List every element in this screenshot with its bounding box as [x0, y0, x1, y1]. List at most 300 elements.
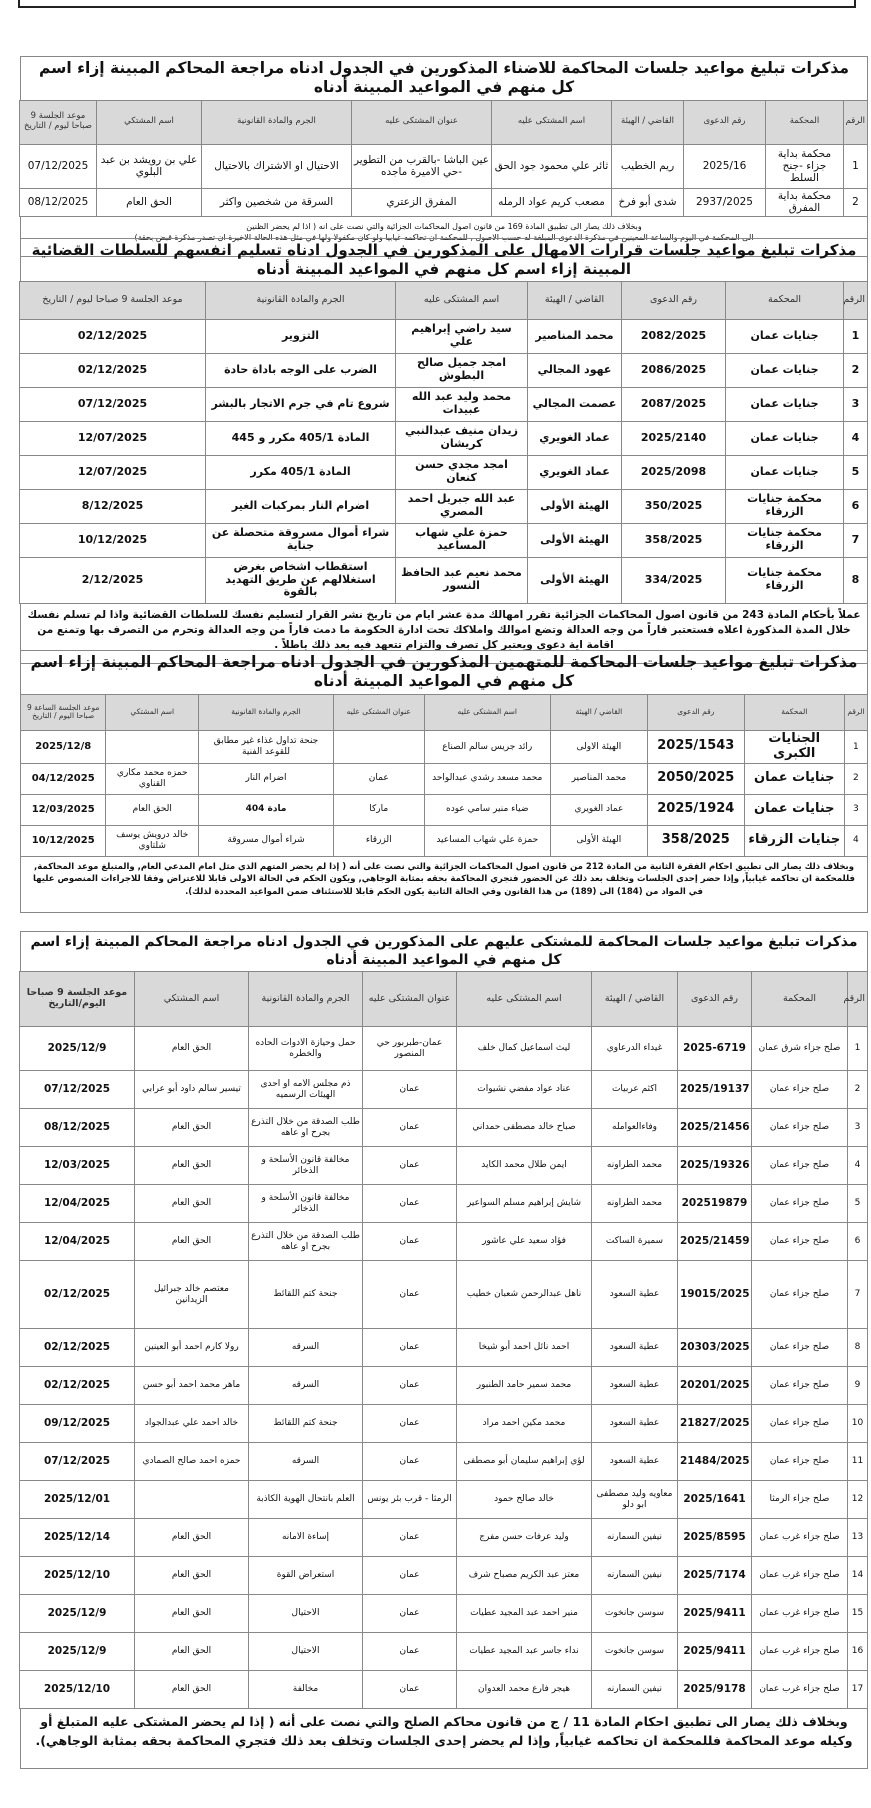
- cell: 13: [848, 1519, 868, 1557]
- col-header: اسم المشتكى عليه: [457, 972, 592, 1027]
- cell: ضياء منير سامي عوده: [424, 794, 550, 825]
- table-row: [20, 1557, 868, 1595]
- cell: نيفين السمارنه: [592, 1519, 678, 1557]
- cell: صلح جزاء عمان: [752, 1109, 848, 1147]
- cell: سيد راضي إبراهيم علي: [396, 319, 528, 353]
- col-header: الجرم والمادة القانونية: [202, 100, 352, 144]
- cell: 350/2025: [622, 489, 726, 523]
- col-header: رقم الدعوى: [647, 694, 744, 730]
- cell: 21827/2025: [678, 1405, 752, 1443]
- cell: الحق العام: [97, 188, 202, 216]
- cell: إساءة الامانه: [249, 1519, 363, 1557]
- cell: 17: [848, 1671, 868, 1709]
- col-header: الرقم: [848, 972, 868, 1027]
- cell: نيفين السمارنه: [592, 1671, 678, 1709]
- cell: [106, 730, 199, 763]
- cell: رائد جريس سالم الصناع: [424, 730, 550, 763]
- cell: 12/07/2025: [20, 455, 206, 489]
- cell: الضرب على الوجه باداة حادة: [206, 353, 396, 387]
- cell: عماد الغويري: [550, 794, 647, 825]
- cell: 7: [848, 1261, 868, 1329]
- col-header: اسم المشتكى عليه: [492, 100, 612, 144]
- cell: الحق العام: [135, 1671, 249, 1709]
- cell: شايش إبراهيم مسلم السواعير: [457, 1185, 592, 1223]
- cell: عماد الغويري: [528, 421, 622, 455]
- cell: منير احمد عبد المجيد عطيات: [457, 1595, 592, 1633]
- cell: رولا كارم احمد أبو العينين: [135, 1329, 249, 1367]
- table-row: [20, 353, 868, 387]
- cell: ماهر محمد احمد أبو حسن: [135, 1367, 249, 1405]
- cell: 2: [844, 188, 868, 216]
- note-line: الى المحكمة في اليوم والساعة المعينين في مذكرة الدعوى المبلغة له حسب الاصول , للمحكمة ان تحاكمه غيابيا ولو كان مكفولا ولها في مثل هذه الحالة الاخيرة ان تصدر مذكرة قبض بحقة): [134, 233, 754, 243]
- cell: السرقه: [249, 1329, 363, 1367]
- cell: المادة 405/1 مكرر: [206, 455, 396, 489]
- cell: 12/03/2025: [21, 794, 106, 825]
- table-row: [20, 144, 868, 188]
- cell: السرقه: [249, 1443, 363, 1481]
- cell: معتز عبد الكريم مصباح شرف: [457, 1557, 592, 1595]
- cell: 2025/12/10: [20, 1557, 135, 1595]
- cell: اكثم عربيات: [592, 1071, 678, 1109]
- cell: 02/12/2025: [20, 353, 206, 387]
- cell: 2025/9411: [678, 1595, 752, 1633]
- cell: 8/12/2025: [20, 489, 206, 523]
- cell: محكمة بداية جزاء -جنح السلط: [766, 144, 844, 188]
- cell: 2087/2025: [622, 387, 726, 421]
- cell: 02/12/2025: [20, 1367, 135, 1405]
- cell: عمان: [363, 1443, 457, 1481]
- cell: صلح جزاء شرق عمان: [752, 1027, 848, 1071]
- cell: عمان: [363, 1329, 457, 1367]
- cell: 2025/19137: [678, 1071, 752, 1109]
- cell: 02/12/2025: [20, 1261, 135, 1329]
- cell: الهيئة الأولى: [528, 557, 622, 603]
- note-line: وبخلاف ذلك يصار الى تطبيق المادة 169 من قانون اصول المحاكمات الجزائية والتي نصت على انه ( اذا لم يحضر الظنين: [246, 221, 642, 231]
- cell: الحق العام: [135, 1147, 249, 1185]
- cell: الرمثا - قرب بئر يونس: [363, 1481, 457, 1519]
- table-row: [20, 1185, 868, 1223]
- table-row: [20, 1027, 868, 1071]
- table-row: [20, 1633, 868, 1671]
- col-header: الرقم: [844, 100, 868, 144]
- cell: 2025-6719: [678, 1027, 752, 1071]
- cell: ايمن طلال محمد الكايد: [457, 1147, 592, 1185]
- cell: 10/12/2025: [20, 523, 206, 557]
- cell: شروع تام في جرم الاتجار بالبشر: [206, 387, 396, 421]
- cell: عمان: [363, 1109, 457, 1147]
- cell: 2025/8595: [678, 1519, 752, 1557]
- cell: عمان: [363, 1405, 457, 1443]
- cell: مخالفة: [249, 1671, 363, 1709]
- cell: 358/2025: [622, 523, 726, 557]
- cell: اضرام النار بمركبات الغير: [206, 489, 396, 523]
- cell: 2025/2098: [622, 455, 726, 489]
- cell: السرقة من شخصين واكثر: [202, 188, 352, 216]
- cell: 2: [844, 763, 867, 794]
- cell: الحق العام: [135, 1223, 249, 1261]
- cell: حمزه محمد مكاري القناوي: [106, 763, 199, 794]
- cell: صلح جزاء غرب عمان: [752, 1557, 848, 1595]
- cell: 20303/2025: [678, 1329, 752, 1367]
- cell: نداء جاسر عبد المجيد عطيات: [457, 1633, 592, 1671]
- cell: شراء أموال مسروقة متحصلة عن جناية: [206, 523, 396, 557]
- col-header: عنوان المشتكى عليه: [352, 100, 492, 144]
- cell: 2025/7174: [678, 1557, 752, 1595]
- cell: 6: [844, 489, 868, 523]
- cell: 14: [848, 1557, 868, 1595]
- cell: 07/12/2025: [20, 1071, 135, 1109]
- cell: صلح جزاء غرب عمان: [752, 1633, 848, 1671]
- cell: صلح جزاء عمان: [752, 1443, 848, 1481]
- cell: محمد مسعد رشدي عبدالواحد: [424, 763, 550, 794]
- table-row: [21, 730, 868, 763]
- table-row: [20, 1109, 868, 1147]
- cell: 358/2025: [647, 825, 744, 856]
- cell: 12/03/2025: [20, 1147, 135, 1185]
- table-row: [20, 387, 868, 421]
- col-header: اسم المشتكى عليه: [396, 281, 528, 319]
- col-header: القاضي / الهيئة: [592, 972, 678, 1027]
- cell: ثائر علي محمود جود الحق: [492, 144, 612, 188]
- top-frame-border: [18, 0, 856, 8]
- cell: [333, 730, 424, 763]
- col-header: المحكمة: [744, 694, 844, 730]
- cell: [135, 1481, 249, 1519]
- section-title: مذكرات تبليغ مواعيد جلسات المحاكمة للمشتكى عليهم على المذكورين في الجدول ادناه مراجعة المحاكم المبينة إزاء اسم كل منهم في المواعيد المبينة أدناه: [20, 931, 868, 971]
- cell: 5: [844, 455, 868, 489]
- cell: 2025/12/9: [20, 1633, 135, 1671]
- cell: عمان: [363, 1223, 457, 1261]
- cell: شدى أبو فرخ: [612, 188, 684, 216]
- col-header: اسم المشتكى عليه: [424, 694, 550, 730]
- cell: 08/12/2025: [20, 1109, 135, 1147]
- cell: مصعب كريم عواد الرمله: [492, 188, 612, 216]
- table-row: [20, 188, 868, 216]
- cell: زيدان منيف عبدالنبي كريشان: [396, 421, 528, 455]
- grace-decisions-table: [19, 281, 868, 604]
- cell: محكمة جنايات الزرقاء: [726, 557, 844, 603]
- cell: الهيئة الأولى: [528, 489, 622, 523]
- cell: استقطاب اشخاص بغرض استغلالهم عن طريق التهديد بالقوة: [206, 557, 396, 603]
- cell: مادة 404: [199, 794, 334, 825]
- cell: طلب الصدقة من خلال التذرع بجرح او عاهه: [249, 1109, 363, 1147]
- cell: 09/12/2025: [20, 1405, 135, 1443]
- cell: 12: [848, 1481, 868, 1519]
- table-row: [20, 1443, 868, 1481]
- col-header: الرقم: [844, 281, 868, 319]
- cell: الحق العام: [135, 1557, 249, 1595]
- cell: 2025/19326: [678, 1147, 752, 1185]
- cell: معتصم خالد جبرائيل الزيدانين: [135, 1261, 249, 1329]
- cell: السرقه: [249, 1367, 363, 1405]
- table-row: [20, 1367, 868, 1405]
- cell: الحق العام: [106, 794, 199, 825]
- col-header: المحكمة: [726, 281, 844, 319]
- cell: عمان: [363, 1147, 457, 1185]
- cell: معاويه وليد مصطفى ابو دلو: [592, 1481, 678, 1519]
- cell: جنايات عمان: [726, 455, 844, 489]
- cell: نيفين السمارنه: [592, 1557, 678, 1595]
- cell: 07/12/2025: [20, 144, 97, 188]
- section-complained-against-hearings: [20, 931, 868, 1769]
- cell: حمل وحيازة الادوات الحاده والخطره: [249, 1027, 363, 1071]
- table-row: [20, 455, 868, 489]
- cell: 2025/12/01: [20, 1481, 135, 1519]
- cell: محمد مكين احمد مراد: [457, 1405, 592, 1443]
- cell: عمان-طبربور حي المنصور: [363, 1027, 457, 1071]
- cell: 2025/2140: [622, 421, 726, 455]
- section-title: مذكرات تبليغ مواعيد جلسات المحاكمة للمتهمين المذكورين في الجدول ادناه مراجعة المحاكم المبينة إزاء اسم كل منهم في المواعيد المبينة أدناه: [20, 650, 868, 694]
- cell: استعراض القوة: [249, 1557, 363, 1595]
- cell: 1: [848, 1027, 868, 1071]
- col-header: الجرم والمادة القانونية: [249, 972, 363, 1027]
- cell: 2025/1641: [678, 1481, 752, 1519]
- cell: 12/04/2025: [20, 1223, 135, 1261]
- table-row: [20, 1329, 868, 1367]
- cell: عصمت المجالي: [528, 387, 622, 421]
- cell: مخالفة قانون الأسلحة و الذخائر: [249, 1147, 363, 1185]
- cell: جنايات عمان: [744, 763, 844, 794]
- cell: عمان: [363, 1595, 457, 1633]
- cell: حمزة علي شهاب المساعيد: [424, 825, 550, 856]
- table-header-row: [21, 694, 868, 730]
- cell: محمد سمير حامد الطنبور: [457, 1367, 592, 1405]
- cell: 2025/1543: [647, 730, 744, 763]
- cell: 2025/12/14: [20, 1519, 135, 1557]
- cell: صلح جزاء عمان: [752, 1367, 848, 1405]
- table-row: [21, 763, 868, 794]
- cell: جنحة تداول غذاء غير مطابق للقوعد الفنية: [199, 730, 334, 763]
- col-header: الجرم والمادة القانونية: [199, 694, 334, 730]
- col-header: موعد الجلسة 9 صباحا اليوم/التاريخ: [20, 972, 135, 1027]
- col-header: المحكمة: [752, 972, 848, 1027]
- table-row: [20, 1671, 868, 1709]
- cell: الحق العام: [135, 1595, 249, 1633]
- cell: احمد نائل احمد أبو شيخا: [457, 1329, 592, 1367]
- cell: صلح جزاء عمان: [752, 1071, 848, 1109]
- col-header: اسم المشتكي: [135, 972, 249, 1027]
- cell: صلح جزاء غرب عمان: [752, 1519, 848, 1557]
- cell: محكمة جنايات الزرقاء: [726, 489, 844, 523]
- cell: 02/12/2025: [20, 319, 206, 353]
- cell: 2025/12/10: [20, 1671, 135, 1709]
- cell: 2025/12/9: [20, 1595, 135, 1633]
- cell: 1: [844, 730, 867, 763]
- cell: 4: [844, 421, 868, 455]
- cell: امجد جميل صالح البطوش: [396, 353, 528, 387]
- cell: 21484/2025: [678, 1443, 752, 1481]
- cell: 20201/2025: [678, 1367, 752, 1405]
- cell: 08/12/2025: [20, 188, 97, 216]
- hearings-table: [19, 100, 868, 217]
- cell: 2937/2025: [684, 188, 766, 216]
- cell: عمان: [363, 1671, 457, 1709]
- cell: 2025/9178: [678, 1671, 752, 1709]
- cell: حمزة علي شهاب المساعيد: [396, 523, 528, 557]
- table-row: [20, 1519, 868, 1557]
- cell: طلب الصدقة من خلال التذرع بجرح او عاهه: [249, 1223, 363, 1261]
- table-row: [21, 825, 868, 856]
- legal-note: وبخلاف ذلك يصار الى تطبيق احكام المادة 11 / ج من قانون محاكم الصلح والتي نصت على أنه ( إذا لم يحضر المشتكى عليه المتبلغ أو وكيله موعد المحاكمة فللمحكمة ان تحاكمه غيابياً, وإذا لم يحضر إحدى الجلسات وتخلف بعد ذلك فتجري المحاكمة بحقه بمثابة الوجاهي).: [20, 1709, 868, 1769]
- cell: 1: [844, 144, 868, 188]
- cell: المادة 405/1 مكرر و 445: [206, 421, 396, 455]
- col-header: اسم المشتكي: [106, 694, 199, 730]
- cell: هيجر فارع محمد العدوان: [457, 1671, 592, 1709]
- cell: وليد عرفات حسن مفرج: [457, 1519, 592, 1557]
- cell: جنايات عمان: [744, 794, 844, 825]
- col-header: موعد الجلسة 9 صباحا ليوم / التاريخ: [20, 281, 206, 319]
- cell: 2025/12/9: [20, 1027, 135, 1071]
- cell: حمزه احمد صالح الصمادي: [135, 1443, 249, 1481]
- cell: الحق العام: [135, 1519, 249, 1557]
- cell: 2025/9411: [678, 1633, 752, 1671]
- cell: علي بن رويشد بن عبد البلوي: [97, 144, 202, 188]
- cell: 3: [848, 1109, 868, 1147]
- col-header: المحكمة: [766, 100, 844, 144]
- col-header: الجرم والمادة القانونية: [206, 281, 396, 319]
- legal-note: وبخلاف ذلك يصار الى تطبيق احكام الفقرة الثانية من المادة 212 من قانون اصول المحاكمات الجزائية والتي نصت على أنه ( إذا لم يحضر المتهم الذي مثل امام المدعي العام, والمتبلغ موعد المحاكمة, فللمحكمة ان تحاكمه غيابياً, وإذا حضر إحدى الجلسات وتخلف بعد ذلك عن الحضور فتجري المحاكمة بحقه بمثابة الوجاهي, ويكون الحكم في الحالة الاولى قابلا للاعتراض وفقا للاجراءات المنصوص عليها في المواد من (184) الى (189) من هذا القانون وفي الحالة الثانية يكون الحكم قابلا للاستئناف ضمن المواعيد المحددة لذلك).: [20, 857, 868, 913]
- section-defendants-hearings: [20, 56, 868, 257]
- cell: عطية السعود: [592, 1329, 678, 1367]
- cell: التزوير: [206, 319, 396, 353]
- cell: صلح جزاء الرمثا: [752, 1481, 848, 1519]
- cell: سميرة الساكت: [592, 1223, 678, 1261]
- cell: عهود المجالي: [528, 353, 622, 387]
- cell: عمان: [363, 1071, 457, 1109]
- cell: 7: [844, 523, 868, 557]
- table-row: [21, 794, 868, 825]
- cell: محمد الطراونه: [592, 1147, 678, 1185]
- cell: مخالفة قانون الأسلحة و الذخائر: [249, 1185, 363, 1223]
- cell: 2025/21459: [678, 1223, 752, 1261]
- cell: محمد وليد عبد الله عبيدات: [396, 387, 528, 421]
- cell: عمان: [363, 1261, 457, 1329]
- table-row: [20, 421, 868, 455]
- cell: عمان: [333, 763, 424, 794]
- col-header: رقم الدعوى: [684, 100, 766, 144]
- cell: محمد المناصير: [528, 319, 622, 353]
- cell: 9: [848, 1367, 868, 1405]
- cell: سوسن جانخوت: [592, 1595, 678, 1633]
- cell: الحق العام: [135, 1109, 249, 1147]
- cell: صلح جزاء عمان: [752, 1329, 848, 1367]
- col-header: عنوان المشتكى عليه: [363, 972, 457, 1027]
- cell: عطية السعود: [592, 1261, 678, 1329]
- cell: وفاءالعوامله: [592, 1109, 678, 1147]
- cell: سوسن جانخوت: [592, 1633, 678, 1671]
- col-header: القاضي / الهيئة: [550, 694, 647, 730]
- cell: 19015/2025: [678, 1261, 752, 1329]
- cell: جنايات عمان: [726, 353, 844, 387]
- section-title: مذكرات تبليغ مواعيد جلسات المحاكمة للاضناء المذكورين في الجدول ادناه مراجعة المحاكم المبينة إزاء اسم كل منهم في المواعيد المبينة أدناه: [20, 56, 868, 100]
- cell: فؤاد سعيد علي عاشور: [457, 1223, 592, 1261]
- cell: العلم بانتحال الهوية الكاذبة: [249, 1481, 363, 1519]
- table-header-row: [20, 100, 868, 144]
- cell: عمان: [363, 1557, 457, 1595]
- cell: الاحتيال: [249, 1633, 363, 1671]
- cell: محكمة جنايات الزرقاء: [726, 523, 844, 557]
- cell: جنحة كتم اللقائط: [249, 1405, 363, 1443]
- cell: محكمة بداية المفرق: [766, 188, 844, 216]
- cell: 3: [844, 387, 868, 421]
- cell: 10: [848, 1405, 868, 1443]
- cell: 07/12/2025: [20, 1443, 135, 1481]
- cell: 2050/2025: [647, 763, 744, 794]
- cell: الاحتيال او الاشتراك بالاحتيال: [202, 144, 352, 188]
- cell: 1: [844, 319, 868, 353]
- table-row: [20, 319, 868, 353]
- cell: ريم الخطيب: [612, 144, 684, 188]
- table-row: [20, 1223, 868, 1261]
- cell: غيداء الدرعاوي: [592, 1027, 678, 1071]
- cell: الحق العام: [135, 1185, 249, 1223]
- table-row: [20, 1405, 868, 1443]
- cell: ماركا: [333, 794, 424, 825]
- cell: عبد الله جبريل احمد المصري: [396, 489, 528, 523]
- cell: صباح خالد مصطفى حمداني: [457, 1109, 592, 1147]
- cell: المفرق الزعتري: [352, 188, 492, 216]
- cell: الهيئة الأولى: [550, 825, 647, 856]
- table-header-row: [20, 972, 868, 1027]
- col-header: موعد الجلسة الساعة 9 صباحا اليوم / التاريخ: [21, 694, 106, 730]
- cell: جنايات عمان: [726, 387, 844, 421]
- cell: خالد صالح حمود: [457, 1481, 592, 1519]
- cell: 2: [844, 353, 868, 387]
- cell: خالد درويش يوسف شلتاوي: [106, 825, 199, 856]
- col-header: الرقم: [844, 694, 867, 730]
- table-row: [20, 1147, 868, 1185]
- col-header: اسم المشتكي: [97, 100, 202, 144]
- cell: 4: [844, 825, 867, 856]
- cell: الجنايات الكبرى: [744, 730, 844, 763]
- cell: عمان: [363, 1633, 457, 1671]
- table-row: [20, 1481, 868, 1519]
- cell: 11: [848, 1443, 868, 1481]
- cell: الهيئة الاولى: [550, 730, 647, 763]
- cell: 6: [848, 1223, 868, 1261]
- complained-against-table: [19, 971, 868, 1709]
- cell: الحق العام: [135, 1633, 249, 1671]
- cell: اضرام النار: [199, 763, 334, 794]
- cell: 2025/1924: [647, 794, 744, 825]
- cell: 16: [848, 1633, 868, 1671]
- table-row: [20, 523, 868, 557]
- table-row: [20, 1595, 868, 1633]
- cell: 202519879: [678, 1185, 752, 1223]
- cell: الاحتيال: [249, 1595, 363, 1633]
- cell: الحق العام: [135, 1027, 249, 1071]
- cell: ليث اسماعيل كمال خلف: [457, 1027, 592, 1071]
- cell: امجد مجدي حسن كنعان: [396, 455, 528, 489]
- cell: 12/04/2025: [20, 1185, 135, 1223]
- cell: 07/12/2025: [20, 387, 206, 421]
- cell: جنايات عمان: [726, 421, 844, 455]
- cell: 8: [844, 557, 868, 603]
- cell: الزرقاء: [333, 825, 424, 856]
- cell: صلح جزاء غرب عمان: [752, 1671, 848, 1709]
- accused-hearings-table: [20, 694, 868, 857]
- cell: صلح جزاء عمان: [752, 1405, 848, 1443]
- section-grace-period-decisions: [20, 238, 868, 664]
- cell: 3: [844, 794, 867, 825]
- cell: عمان: [363, 1367, 457, 1405]
- section-title: مذكرات تبليغ مواعيد جلسات قرارات الامهال على المذكورين في الجدول ادناه تسليم انفسهم للسلطات القضائية المبينة إزاء اسم كل منهم في المواعيد المبينة أدناه: [20, 238, 868, 281]
- cell: 2025/12/8: [21, 730, 106, 763]
- table-row: [20, 557, 868, 603]
- col-header: رقم الدعوى: [622, 281, 726, 319]
- col-header: القاضي / الهيئة: [612, 100, 684, 144]
- cell: محمد نعيم عبد الحافظ النسور: [396, 557, 528, 603]
